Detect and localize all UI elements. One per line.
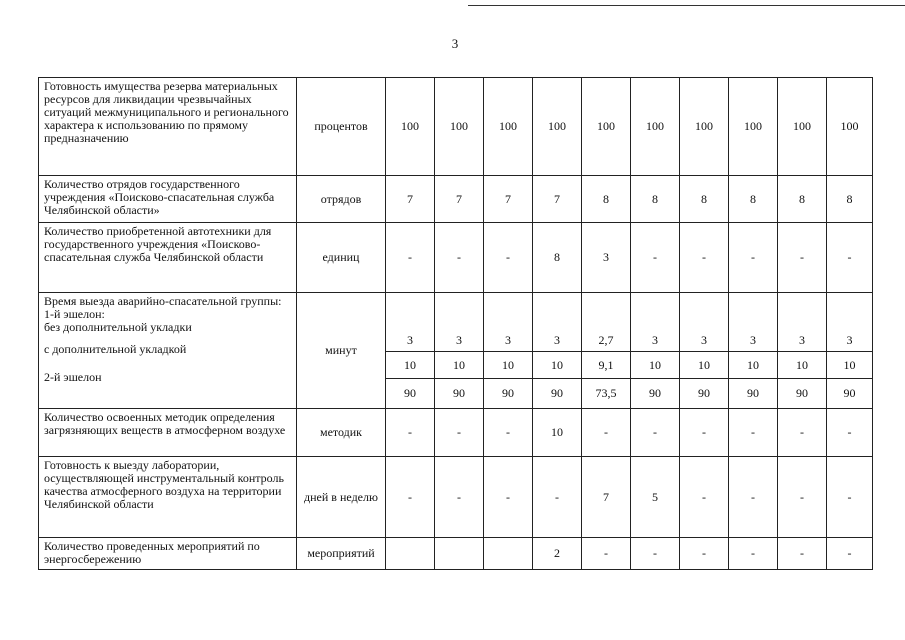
unit-cell: методик (297, 409, 386, 457)
value-cell: 10 (778, 352, 827, 379)
value-cell: 8 (778, 176, 827, 223)
value-cell: - (484, 409, 533, 457)
value-cell: 7 (386, 176, 435, 223)
table-row (39, 223, 873, 293)
value-cell: 3 (631, 293, 680, 352)
table-row (39, 538, 873, 570)
value-cell: - (827, 538, 873, 570)
value-cell: - (631, 409, 680, 457)
value-cell: - (680, 409, 729, 457)
unit-cell: мероприятий (297, 538, 386, 570)
indicator-cell (39, 293, 297, 409)
value-cell: - (435, 457, 484, 538)
value-cell: 90 (386, 379, 435, 409)
value-cell: 90 (533, 379, 582, 409)
value-cell: 100 (533, 78, 582, 176)
indicator-line: 1-й эшелон: (44, 307, 105, 321)
value-cell: 8 (631, 176, 680, 223)
indicator-line: Время выезда аварийно-спасательной группы: (44, 294, 282, 308)
value-cell: 90 (778, 379, 827, 409)
unit-cell: единиц (297, 223, 386, 293)
value-cell: 90 (729, 379, 778, 409)
value-cell: 3 (729, 293, 778, 352)
value-cell: 3 (386, 293, 435, 352)
value-cell: 90 (827, 379, 873, 409)
value-cell: - (680, 223, 729, 293)
value-cell: 3 (827, 293, 873, 352)
indicator-cell: Готовность к выезду лаборатории, осуществляющей инструментальный контроль качества атмосферного воздуха на территории Челябинской области (39, 457, 297, 538)
value-cell: 100 (435, 78, 484, 176)
value-cell: - (386, 223, 435, 293)
value-cell: 100 (484, 78, 533, 176)
value-cell: 100 (582, 78, 631, 176)
indicator-line: 2-й эшелон (44, 370, 102, 384)
value-cell: 10 (386, 352, 435, 379)
indicator-cell: Количество освоенных методик определения загрязняющих веществ в атмосферном воздухе (39, 409, 297, 457)
value-cell: 73,5 (582, 379, 631, 409)
indicator-cell: Количество приобретенной автотехники для государственного учреждения «Поисково-спасательная служба Челябинской области (39, 223, 297, 293)
value-cell: - (827, 457, 873, 538)
value-cell: - (680, 538, 729, 570)
header-rule (468, 5, 905, 6)
value-cell: - (631, 223, 680, 293)
value-cell: 8 (582, 176, 631, 223)
value-cell: 3 (680, 293, 729, 352)
value-cell: - (631, 538, 680, 570)
value-cell: - (729, 409, 778, 457)
unit-cell: отрядов (297, 176, 386, 223)
table-row (39, 176, 873, 223)
page-number: 3 (451, 36, 459, 51)
value-cell: 10 (435, 352, 484, 379)
value-cell: - (582, 409, 631, 457)
value-cell: - (778, 409, 827, 457)
value-cell: 10 (533, 409, 582, 457)
value-cell: - (729, 223, 778, 293)
value-cell: - (827, 223, 873, 293)
value-cell: 3 (435, 293, 484, 352)
unit-cell: процентов (297, 78, 386, 176)
value-cell: 5 (631, 457, 680, 538)
value-cell: 90 (631, 379, 680, 409)
value-cell: 90 (484, 379, 533, 409)
value-cell: - (533, 457, 582, 538)
value-cell: - (435, 223, 484, 293)
value-cell: - (386, 457, 435, 538)
value-cell: 90 (435, 379, 484, 409)
value-cell: 10 (631, 352, 680, 379)
table-row (39, 409, 873, 457)
value-cell: 8 (827, 176, 873, 223)
value-cell (435, 538, 484, 570)
value-cell (484, 538, 533, 570)
value-cell: - (680, 457, 729, 538)
value-cell: 10 (533, 352, 582, 379)
value-cell: - (484, 223, 533, 293)
table-row (39, 293, 873, 352)
value-cell: 100 (827, 78, 873, 176)
value-cell: 7 (435, 176, 484, 223)
value-cell (386, 538, 435, 570)
value-cell: 100 (631, 78, 680, 176)
value-cell: - (582, 538, 631, 570)
value-cell: - (778, 538, 827, 570)
table-body (39, 78, 873, 570)
value-cell: 10 (827, 352, 873, 379)
table-row (39, 78, 873, 176)
unit-cell: минут (297, 293, 386, 409)
indicator-cell: Готовность имущества резерва материальных ресурсов для ликвидации чрезвычайных ситуаций межмуниципального и регионального характера к использованию по прямому предназначению (39, 78, 297, 176)
value-cell: - (435, 409, 484, 457)
value-cell: - (729, 457, 778, 538)
value-cell: 100 (729, 78, 778, 176)
value-cell: - (827, 409, 873, 457)
value-cell: 3 (484, 293, 533, 352)
unit-cell: дней в неделю (297, 457, 386, 538)
value-cell: 7 (582, 457, 631, 538)
value-cell: 9,1 (582, 352, 631, 379)
value-cell: - (386, 409, 435, 457)
indicator-cell: Количество проведенных мероприятий по энергосбережению (39, 538, 297, 570)
value-cell: 2 (533, 538, 582, 570)
value-cell: 10 (729, 352, 778, 379)
indicator-line: без дополнительной укладки (44, 320, 192, 334)
value-cell: 8 (680, 176, 729, 223)
indicator-line: с дополнительной укладкой (44, 342, 187, 356)
value-cell: - (729, 538, 778, 570)
value-cell: 100 (680, 78, 729, 176)
value-cell: 2,7 (582, 293, 631, 352)
indicator-cell: Количество отрядов государственного учреждения «Поисково-спасательная служба Челябинской области» (39, 176, 297, 223)
value-cell: 10 (680, 352, 729, 379)
table-row (39, 457, 873, 538)
indicators-table (38, 77, 873, 570)
value-cell: 3 (582, 223, 631, 293)
value-cell: - (778, 223, 827, 293)
value-cell: - (778, 457, 827, 538)
value-cell: 10 (484, 352, 533, 379)
value-cell: 7 (484, 176, 533, 223)
value-cell: 3 (533, 293, 582, 352)
value-cell: 8 (533, 223, 582, 293)
value-cell: 7 (533, 176, 582, 223)
value-cell: - (484, 457, 533, 538)
value-cell: 3 (778, 293, 827, 352)
value-cell: 100 (386, 78, 435, 176)
value-cell: 90 (680, 379, 729, 409)
value-cell: 8 (729, 176, 778, 223)
value-cell: 100 (778, 78, 827, 176)
